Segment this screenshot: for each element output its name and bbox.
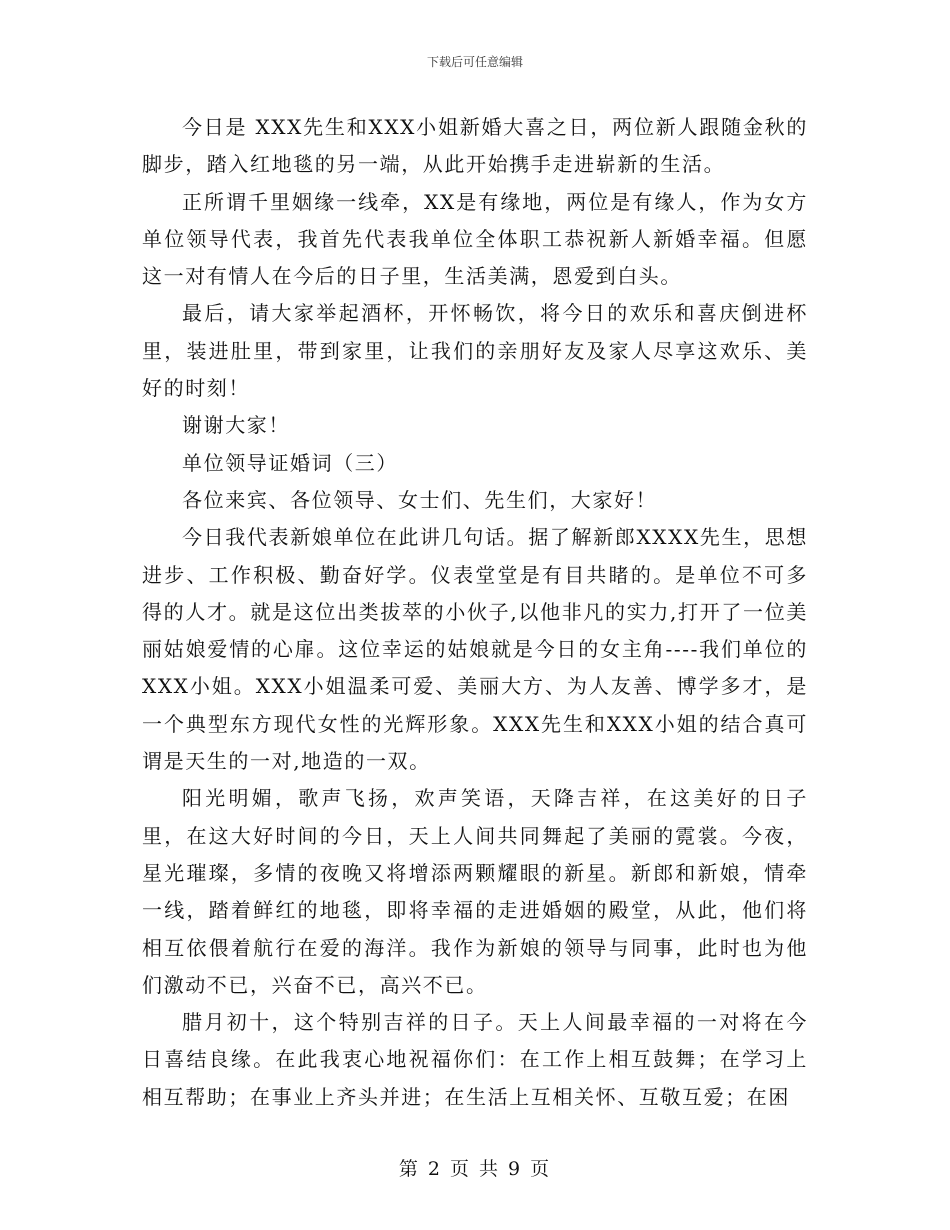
paragraph-2: 正所谓千里姻缘一线牵，XX是有缘地，两位是有缘人，作为女方单位领导代表，我首先代表我单位全体职工恭祝新人新婚幸福。但愿这一对有情人在今后的日子里，生活美满，恩爱到白头。	[142, 189, 808, 289]
paragraph-greeting: 各位来宾、各位领导、女士们、先生们，大家好！	[182, 487, 658, 512]
paragraph-1: 今日是 XXX先生和XXX小姐新婚大喜之日，两位新人跟随金秋的脚步，踏入红地毯的另一端，从此开始携手走进崭新的生活。	[142, 115, 808, 177]
paragraph-8: 阳光明媚，歌声飞扬，欢声笑语，天降吉祥，在这美好的日子里，在这大好时间的今日，天上人间共同舞起了美丽的霓裳。今夜，星光璀璨，多情的夜晚又将增添两颗耀眼的新星。新郎和新娘，情牵一线，踏着鲜红的地毯，即将幸福的走进婚姻的殿堂，从此，他们将相互依偎着航行在爱的海洋。我作为新娘的领导与同事，此时也为他们激动不已，兴奋不已，高兴不已。	[142, 786, 808, 997]
section-heading: 单位领导证婚词（三）	[182, 450, 398, 475]
paragraph-7: 今日我代表新娘单位在此讲几句话。据了解新郎XXXX先生，思想进步、工作积极、勤奋好学。仪表堂堂是有目共睹的。是单位不可多得的人才。就是这位出类拔萃的小伙子,以他非凡的实力,打开了一位美丽姑娘爱情的心扉。这位幸运的姑娘就是今日的女主角----我们单位的XXX小姐。XXX小姐温柔可爱、美丽大方、为人友善、博学多才，是一个典型东方现代女性的光辉形象。XXX先生和XXX小姐的结合真可谓是天生的一对,地造的一双。	[142, 525, 808, 774]
document-body	[142, 109, 808, 1116]
page-header-note: 下载后可任意编辑	[426, 55, 523, 69]
paragraph-3: 最后，请大家举起酒杯，开怀畅饮，将今日的欢乐和喜庆倒进杯里，装进肚里，带到家里，让我们的亲朋好友及家人尽享这欢乐、美好的时刻！	[142, 301, 808, 401]
paragraph-4: 谢谢大家！	[182, 413, 290, 438]
page-number-footer: 第 2 页 共 9 页	[398, 1158, 552, 1180]
paragraph-9: 腊月初十，这个特别吉祥的日子。天上人间最幸福的一对将在今日喜结良缘。在此我衷心地祝福你们：在工作上相互鼓舞；在学习上相互帮助；在事业上齐头并进；在生活上互相关怀、互敬互爱；在困	[142, 1010, 808, 1109]
